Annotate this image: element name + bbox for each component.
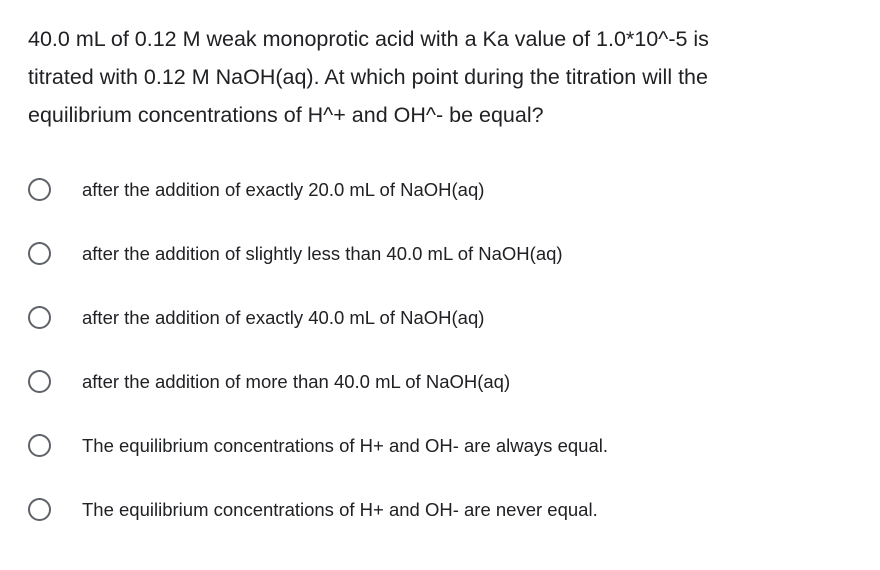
answer-option-1[interactable] [28, 160, 868, 224]
question-text [28, 20, 876, 134]
answer-option-4[interactable] [28, 352, 868, 416]
answer-option-label: The equilibrium concentrations of H+ and OH- are always equal. [82, 435, 608, 456]
answer-option-2[interactable] [28, 224, 868, 288]
radio-button[interactable] [28, 242, 51, 265]
answer-option-6[interactable] [28, 480, 868, 544]
answer-options [28, 160, 868, 544]
answer-option-3[interactable] [28, 288, 868, 352]
radio-button[interactable] [28, 498, 51, 521]
question-line: 40.0 mL of 0.12 M weak monoprotic acid with a Ka value of 1.0*10^-5 is [28, 27, 709, 51]
question-line: equilibrium concentrations of H^+ and OH^- be equal? [28, 103, 544, 127]
answer-option-label: The equilibrium concentrations of H+ and OH- are never equal. [82, 499, 598, 520]
answer-option-label: after the addition of exactly 20.0 mL of NaOH(aq) [82, 179, 485, 200]
answer-option-label: after the addition of exactly 40.0 mL of NaOH(aq) [82, 307, 485, 328]
radio-button[interactable] [28, 434, 51, 457]
question-line: titrated with 0.12 M NaOH(aq). At which point during the titration will the [28, 65, 708, 89]
radio-button[interactable] [28, 306, 51, 329]
answer-option-label: after the addition of slightly less than 40.0 mL of NaOH(aq) [82, 243, 563, 264]
answer-option-5[interactable] [28, 416, 868, 480]
answer-option-label: after the addition of more than 40.0 mL of NaOH(aq) [82, 371, 511, 392]
radio-button[interactable] [28, 178, 51, 201]
radio-button[interactable] [28, 370, 51, 393]
